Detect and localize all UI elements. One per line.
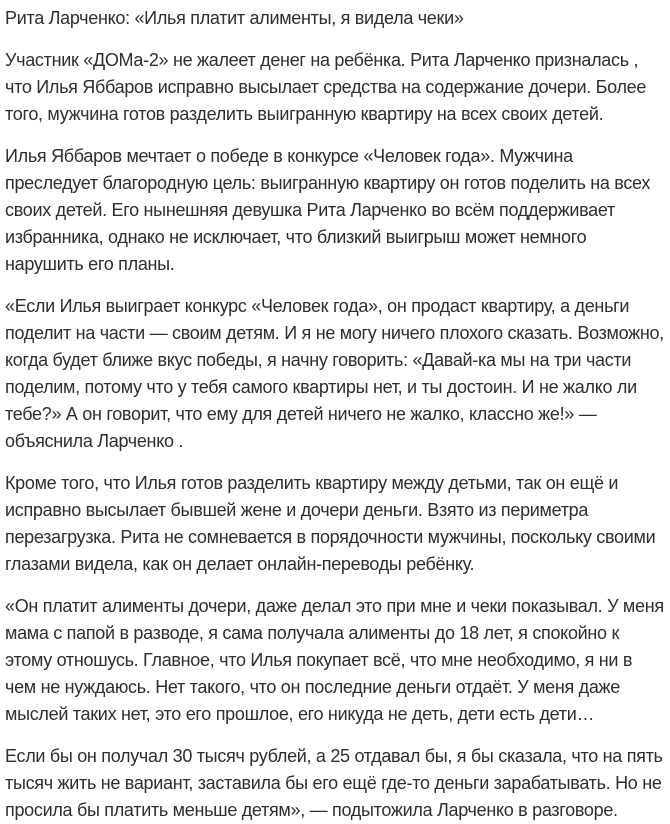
article-paragraph-quote-alimony: «Он платит алименты дочери, даже делал это при мне и чеки показывал. У меня мама с папой в разводе, я сама получала алименты до 18 лет, я спокойно к этому отношусь. Главное, что Илья покупает всё, что мне необходимо, я ни в чем не нуждаюсь. Нет такого, что он последние деньги отдаёт. У меня даже мыслей таких нет, это его прошлое, его никуда не деть, дети есть дети…: [5, 596, 664, 724]
article-paragraph-quote-apartment: «Если Илья выиграет конкурс «Человек года», он продаст квартиру, а деньги поделит на части — своим детям. И я не могу ничего плохого сказать. Возможно, когда будет ближе вкус победы, я начну говорить: «Давай-ка мы на три части поделим, потому что у тебя самого квартиры нет, и ты достоин. И не жалко ли тебе?» А он говорит, что ему для детей ничего не жалко, классно же!» — объяснила Ларченко .: [5, 296, 664, 451]
article-paragraph-transfers: Кроме того, что Илья готов разделить квартиру между детьми, так он ещё и исправно высылает бывшей жене и дочери деньги. Взято из периметра перезагрузка. Рита не сомневается в порядочности мужчины, поскольку своими глазами видела, как он делает онлайн-переводы ребёнку.: [5, 473, 656, 574]
article-paragraph-intro: Участник «ДОМа-2» не жалеет денег на ребёнка. Рита Ларченко призналась , что Илья Яббаров исправно высылает средства на содержание дочери. Более того, мужчина готов разделить выигранную квартиру на всех своих детей.: [5, 50, 647, 124]
article-title: Рита Ларченко: «Илья платит алименты, я видела чеки»: [5, 8, 464, 28]
article-paragraph-conclusion: Если бы он получал 30 тысяч рублей, а 25 отдавал бы, я бы сказала, что на пять тысяч жить не вариант, заставила бы его ещё где-то деньги зарабатывать. Но не просила бы платить меньше детям», — подытожила Ларченко в разговоре.: [5, 746, 663, 820]
article-paragraph-contest: Илья Яббаров мечтает о победе в конкурсе «Человек года». Мужчина преследует благородную цель: выигранную квартиру он готов поделить на всех своих детей. Его нынешняя девушка Рита Ларченко во всём поддерживает избранника, однако не исключает, что близкий выигрыш может немного нарушить его планы.: [5, 146, 651, 274]
